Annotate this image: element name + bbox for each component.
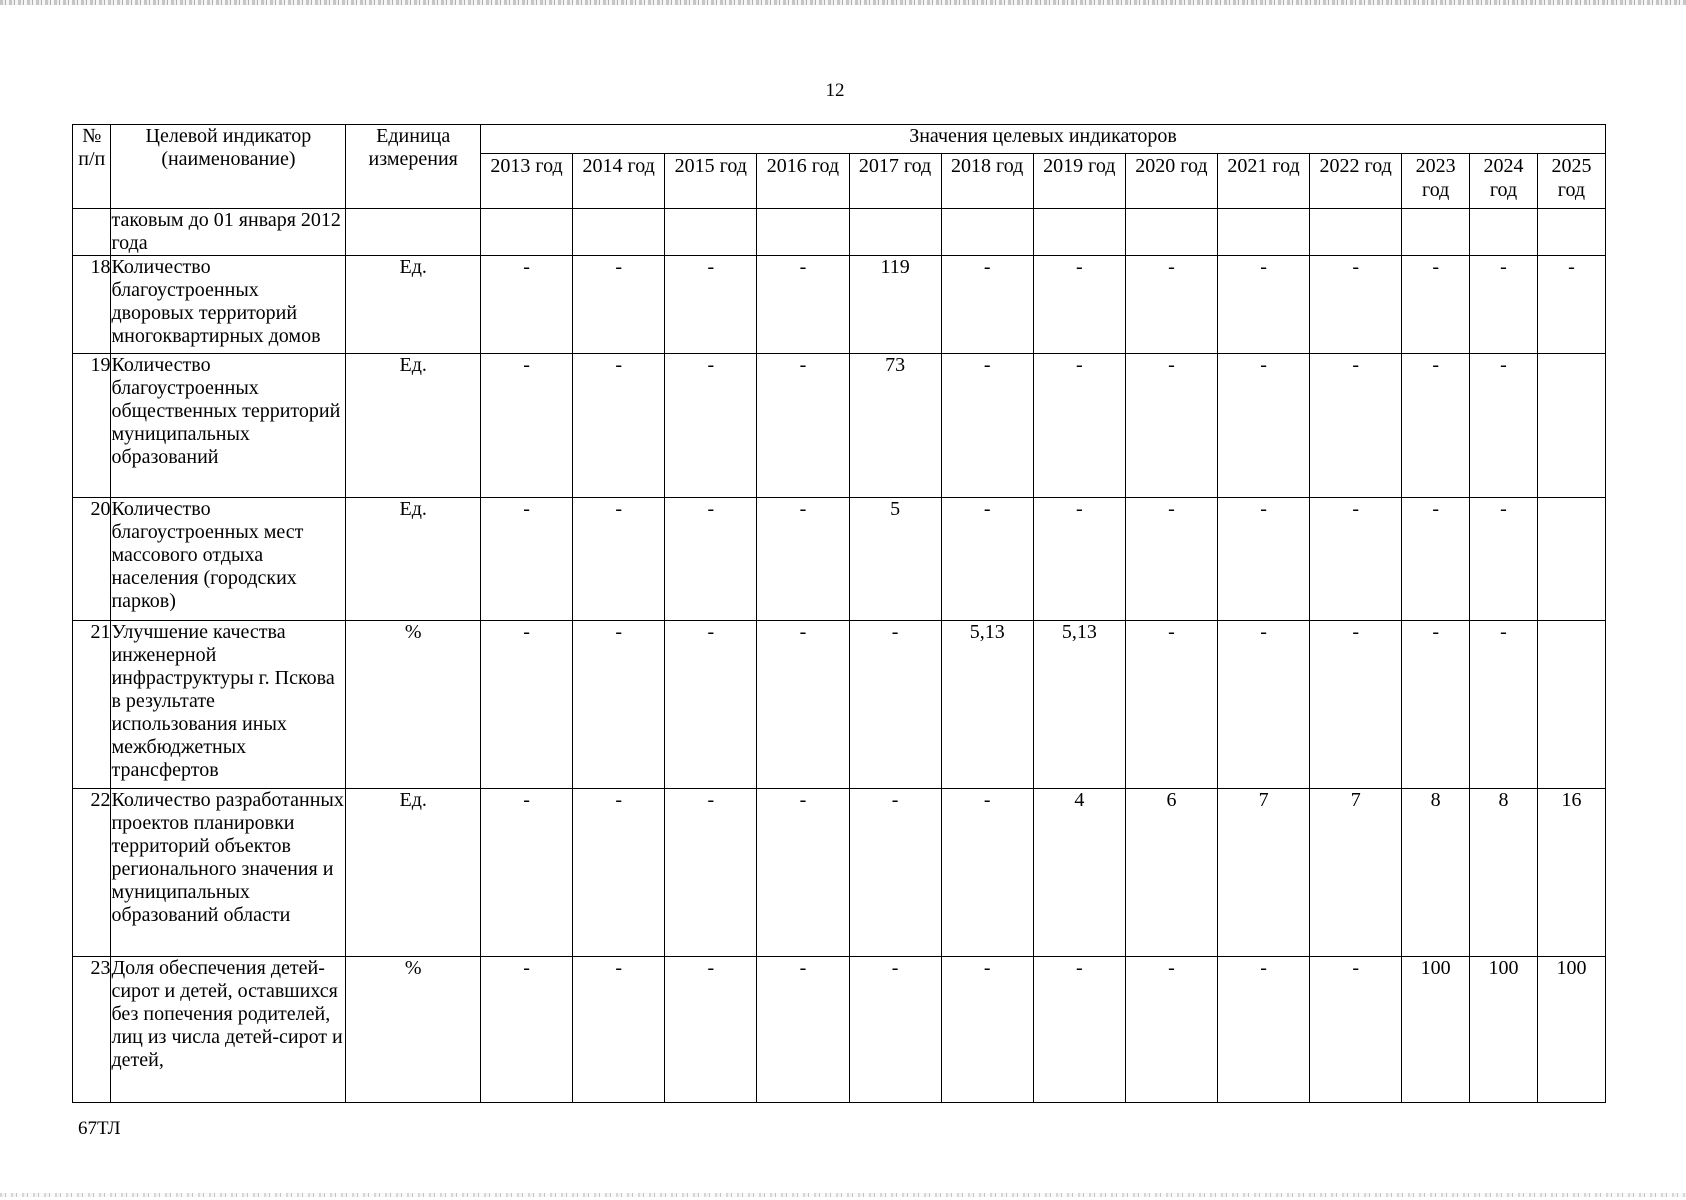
empty-cell: [1218, 209, 1310, 256]
indicator-unit: Ед.: [346, 256, 481, 354]
col-header-year: 2017 год: [849, 154, 941, 209]
indicator-unit: %: [346, 621, 481, 789]
value-cell: -: [1470, 256, 1538, 354]
value-cell: -: [941, 256, 1033, 354]
value-cell: -: [1402, 498, 1470, 621]
value-cell: -: [941, 498, 1033, 621]
indicator-name: Количество благоустроенных мест массового отдыха населения (городских парков): [111, 498, 346, 621]
value-cell: -: [1470, 621, 1538, 789]
empty-cell: [1033, 209, 1125, 256]
col-header-values-group: Значения целевых индикаторов: [481, 125, 1606, 154]
empty-cell: [849, 209, 941, 256]
table-row: [73, 354, 1606, 498]
value-cell: -: [665, 498, 757, 621]
value-cell: -: [1218, 498, 1310, 621]
row-number: 20: [73, 498, 111, 621]
value-cell: -: [757, 256, 849, 354]
header-row-top: [73, 125, 1606, 154]
empty-cell: [481, 209, 573, 256]
value-cell: -: [481, 957, 573, 1103]
table-body: [73, 209, 1606, 1103]
value-cell: 5: [849, 498, 941, 621]
value-cell: 7: [1218, 789, 1310, 957]
value-cell: -: [573, 354, 665, 498]
value-cell: -: [1402, 354, 1470, 498]
empty-cell: [1402, 209, 1470, 256]
value-cell: -: [941, 354, 1033, 498]
value-cell: -: [1033, 354, 1125, 498]
value-cell: -: [1310, 256, 1402, 354]
value-cell: -: [1125, 256, 1217, 354]
row-number: 21: [73, 621, 111, 789]
target-indicators-table: [72, 124, 1606, 1103]
col-header-unit: Единица измерения: [346, 125, 481, 209]
value-cell: 100: [1402, 957, 1470, 1103]
value-cell: -: [1402, 621, 1470, 789]
col-header-year: 2020 год: [1125, 154, 1217, 209]
col-header-year: 2024 год: [1470, 154, 1538, 209]
value-cell: -: [1218, 256, 1310, 354]
indicator-name: Количество благоустроенных дворовых территорий многоквартирных домов: [111, 256, 346, 354]
indicator-name: Доля обеспечения детей-сирот и детей, оставшихся без попечения родителей, лиц из числа детей-сирот и детей,: [111, 957, 346, 1103]
col-header-year: 2015 год: [665, 154, 757, 209]
col-header-year: 2016 год: [757, 154, 849, 209]
value-cell: 5,13: [941, 621, 1033, 789]
indicator-unit: Ед.: [346, 354, 481, 498]
empty-cell: [573, 209, 665, 256]
value-cell: -: [481, 789, 573, 957]
value-cell: -: [481, 621, 573, 789]
value-cell: [1537, 498, 1605, 621]
value-cell: -: [1033, 957, 1125, 1103]
value-cell: -: [1402, 256, 1470, 354]
col-header-year: 2013 год: [481, 154, 573, 209]
empty-cell: [1310, 209, 1402, 256]
value-cell: 119: [849, 256, 941, 354]
value-cell: -: [757, 354, 849, 498]
col-header-year: 2018 год: [941, 154, 1033, 209]
value-cell: -: [849, 621, 941, 789]
value-cell: -: [665, 957, 757, 1103]
value-cell: -: [1218, 957, 1310, 1103]
empty-cell: [1125, 209, 1217, 256]
col-header-year: 2021 год: [1218, 154, 1310, 209]
value-cell: -: [573, 957, 665, 1103]
indicator-unit: %: [346, 957, 481, 1103]
value-cell: -: [665, 789, 757, 957]
row-number: 19: [73, 354, 111, 498]
indicator-name: Количество благоустроенных общественных территорий муниципальных образований: [111, 354, 346, 498]
col-header-indicator: Целевой индикатор (наименование): [111, 125, 346, 209]
scan-edge-bottom: [0, 1193, 1686, 1197]
value-cell: 16: [1537, 789, 1605, 957]
col-header-num: № п/п: [73, 125, 111, 209]
value-cell: -: [941, 789, 1033, 957]
value-cell: 7: [1310, 789, 1402, 957]
document-code: 67ТЛ: [78, 1118, 121, 1139]
indicator-name: Количество разработанных проектов планировки территорий объектов регионального значения и муниципальных образований области: [111, 789, 346, 957]
value-cell: -: [1537, 256, 1605, 354]
empty-cell: [1470, 209, 1538, 256]
value-cell: -: [1310, 621, 1402, 789]
value-cell: -: [665, 354, 757, 498]
value-cell: -: [665, 256, 757, 354]
value-cell: -: [1470, 354, 1538, 498]
value-cell: -: [849, 957, 941, 1103]
value-cell: -: [1125, 354, 1217, 498]
table-row: [73, 789, 1606, 957]
value-cell: -: [481, 498, 573, 621]
value-cell: -: [757, 498, 849, 621]
value-cell: -: [481, 354, 573, 498]
value-cell: -: [849, 789, 941, 957]
continuation-unit-cell: [346, 209, 481, 256]
value-cell: -: [1218, 621, 1310, 789]
table-row: [73, 498, 1606, 621]
value-cell: [1537, 354, 1605, 498]
value-cell: 8: [1402, 789, 1470, 957]
value-cell: -: [1125, 957, 1217, 1103]
empty-cell: [1537, 209, 1605, 256]
value-cell: -: [573, 256, 665, 354]
value-cell: -: [1033, 498, 1125, 621]
value-cell: -: [1310, 498, 1402, 621]
table-row: [73, 256, 1606, 354]
table-row: [73, 621, 1606, 789]
empty-cell: [665, 209, 757, 256]
value-cell: 5,13: [1033, 621, 1125, 789]
value-cell: [1537, 621, 1605, 789]
value-cell: -: [1218, 354, 1310, 498]
value-cell: -: [757, 621, 849, 789]
row-number: 22: [73, 789, 111, 957]
value-cell: 4: [1033, 789, 1125, 957]
value-cell: 100: [1470, 957, 1538, 1103]
continuation-num-cell: [73, 209, 111, 256]
indicator-name: Улучшение качества инженерной инфраструктуры г. Пскова в результате использования иных межбюджетных трансфертов: [111, 621, 346, 789]
col-header-year: 2022 год: [1310, 154, 1402, 209]
value-cell: -: [1310, 354, 1402, 498]
continuation-text: таковым до 01 января 2012 года: [111, 209, 346, 256]
value-cell: -: [757, 789, 849, 957]
value-cell: -: [941, 957, 1033, 1103]
value-cell: 73: [849, 354, 941, 498]
indicator-unit: Ед.: [346, 498, 481, 621]
value-cell: -: [573, 621, 665, 789]
row-number: 18: [73, 256, 111, 354]
table-row: [73, 957, 1606, 1103]
empty-cell: [757, 209, 849, 256]
value-cell: -: [1470, 498, 1538, 621]
value-cell: 100: [1537, 957, 1605, 1103]
continuation-row: [73, 209, 1606, 256]
value-cell: -: [1125, 498, 1217, 621]
value-cell: -: [757, 957, 849, 1103]
indicator-unit: Ед.: [346, 789, 481, 957]
value-cell: -: [665, 621, 757, 789]
value-cell: -: [1125, 621, 1217, 789]
col-header-year: 2014 год: [573, 154, 665, 209]
value-cell: -: [481, 256, 573, 354]
value-cell: 6: [1125, 789, 1217, 957]
value-cell: 8: [1470, 789, 1538, 957]
value-cell: -: [573, 789, 665, 957]
scan-edge-top: [0, 0, 1686, 5]
page-number: 12: [825, 80, 845, 101]
table-header: [73, 125, 1606, 209]
value-cell: -: [1033, 256, 1125, 354]
col-header-year: 2019 год: [1033, 154, 1125, 209]
empty-cell: [941, 209, 1033, 256]
col-header-year: 2023 год: [1402, 154, 1470, 209]
col-header-year: 2025 год: [1537, 154, 1605, 209]
value-cell: -: [573, 498, 665, 621]
value-cell: -: [1310, 957, 1402, 1103]
row-number: 23: [73, 957, 111, 1103]
